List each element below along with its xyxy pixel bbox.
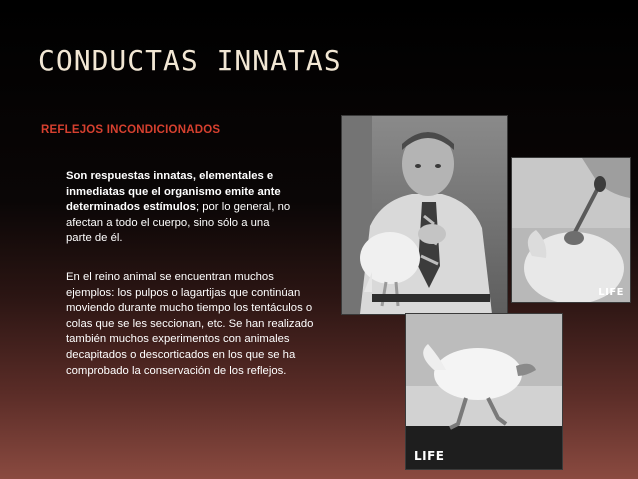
life-watermark: LIFE [414, 449, 445, 463]
paragraph-examples: En el reino animal se encuentran muchos ejemplos: los pulpos o lagartijas que continúan moviendo durante mucho tiempo los tentáculos o colas que se les seccionan, etc. Se han realizado también muchos experimentos con animales decapitados o descorticados en los que se ha comprobado la conservación de los reflejos. [66, 271, 314, 377]
slide-title: CONDUCTAS INNATAS [38, 44, 342, 77]
paragraph-definition [66, 169, 292, 247]
paragraph-definition-bold: Son respuestas innatas, elementales e inmediatas que el organismo emite ante determinados estímulos [66, 170, 281, 214]
slide-subtitle: REFLEJOS INCONDICIONADOS [41, 124, 221, 136]
paragraph-definition-rest: ; por lo general, no afectan a todo el cuerpo, sino sólo a una parte de él. [66, 201, 291, 245]
photo-man-with-chicken [342, 116, 507, 314]
life-watermark: LIFE [598, 287, 624, 298]
photo-chicken-walking [406, 314, 562, 469]
photo-chicken-dropper [512, 158, 630, 302]
